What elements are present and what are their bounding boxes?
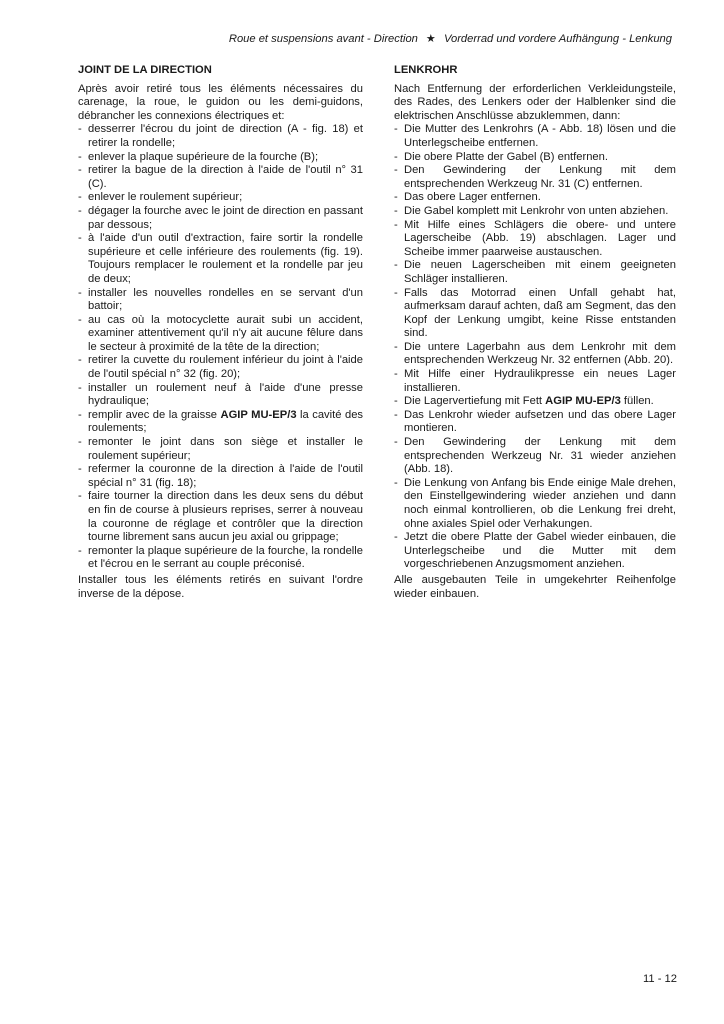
step-item: - Die obere Platte der Gabel (B) entfernen. [394,151,676,165]
header-title-fr: Roue et suspensions avant - Direction [228,33,418,45]
step-item-grease [394,395,676,409]
step-item: - Mit Hilfe eines Schlägers die obere- und untere Lagerscheibe (Abb. 19) abschlagen. Lager und Scheibe immer paarweise austauschen. [394,219,676,260]
step-item: - remonter la plaque supérieure de la fourche, la rondelle et l'écrou en le serrant au couple préconisé. [78,545,363,572]
step-item-grease [78,409,363,436]
step-item: - Den Gewindering der Lenkung mit dem entsprechenden Werkzeug Nr. 31 wieder anziehen (Abb. 18). [394,436,676,477]
header-separator-star: ★ [425,33,436,45]
step-item: - dégager la fourche avec le joint de direction en passant par dessous; [78,205,363,232]
closing-paragraph-fr: Installer tous les éléments retirés en suivant l'ordre inverse de la dépose. [78,573,363,600]
step-item: - Die untere Lagerbahn aus dem Lenkrohr mit dem entsprechenden Werkzeug Nr. 32 entfernen (Abb. 20). [394,341,676,368]
step-item: - Jetzt die obere Platte der Gabel wieder einbauen, die Unterlegscheibe und die Mutter mit dem vorgeschriebenen Anzugsmoment anziehen. [394,531,676,572]
steps-list-de [394,123,676,572]
column-german [394,64,676,601]
step-item: - retirer la cuvette du roulement inférieur du joint à l'aide de l'outil spécial n° 32 (fig. 20); [78,354,363,381]
steps-list-fr [78,123,363,572]
section-heading-fr: JOINT DE LA DIRECTION [78,64,212,76]
step-item: - enlever le roulement supérieur; [78,191,363,205]
header-title-de: Vorderrad und vordere Aufhängung - Lenkung [443,33,672,45]
closing-paragraph-de: Alle ausgebauten Teile in umgekehrter Reihenfolge wieder einbauen. [394,573,676,600]
step-item: - Das Lenkrohr wieder aufsetzen und das obere Lager montieren. [394,409,676,436]
step-item: - installer un roulement neuf à l'aide d'une presse hydraulique; [78,382,363,409]
step-item: - à l'aide d'un outil d'extraction, faire sortir la rondelle supérieure et celle inférieure des roulements (fig. 19). Toujours remplacer le roulement et la rondelle par jeu de deux; [78,232,363,286]
grease-text-after: la cavité des roulements; [88,408,364,435]
step-item: - Den Gewindering der Lenkung mit dem entsprechenden Werkzeug Nr. 31 (C) entfernen. [394,164,676,191]
step-item: - refermer la couronne de la direction à l'aide de l'outil spécial n° 31 (fig. 18); [78,463,363,490]
step-item: - Die Gabel komplett mit Lenkrohr von unten abziehen. [394,205,676,219]
step-item: - Falls das Motorrad einen Unfall gehabt hat, aufmerksam darauf achten, daß am Segment, das den Kopf der Lenkung umgibt, keine Risse entstanden sind. [394,287,676,341]
grease-product-name: AGIP MU-EP/3 [220,408,297,421]
column-french [78,64,363,601]
step-item: - Das obere Lager entfernen. [394,191,676,205]
step-item: - Mit Hilfe einer Hydraulikpresse ein neues Lager installieren. [394,368,676,395]
step-item: - Die Lenkung von Anfang bis Ende einige Male drehen, den Einstellgewindering wieder anziehen und dann noch einmal kontrollieren, ob die Lenkung frei dreht, ohne axiales Spiel oder Verhakungen. [394,477,676,531]
section-heading-de: LENKROHR [394,64,458,76]
step-item: - enlever la plaque supérieure de la fourche (B); [78,151,363,165]
running-header [0,32,672,45]
intro-paragraph-fr: Après avoir retiré tous les éléments nécessaires du carenage, la roue, le guidon ou les demi-guidons, débrancher les connexions électriques et: [78,82,363,122]
step-item: - installer les nouvelles rondelles en se servant d'un battoir; [78,287,363,314]
step-item: - Die Mutter des Lenkrohrs (A - Abb. 18) lösen und die Unterlegscheibe entfernen. [394,123,676,150]
intro-paragraph-de: Nach Entfernung der erforderlichen Verkleidungsteile, des Rades, des Lenkers oder der Halblenker sind die elektrischen Anschlüsse abzuklemmen, dann: [394,82,676,122]
step-item: - desserrer l'écrou du joint de direction (A - fig. 18) et retirer la rondelle; [78,123,363,150]
grease-text-after: füllen. [620,395,654,408]
grease-product-name: AGIP MU-EP/3 [545,395,621,408]
page-number: 11 - 12 [643,973,677,985]
step-item: - au cas où la motocyclette aurait subi un accident, examiner attentivement qu'il n'y ait aucune fêlure dans le secteur à proximité de la tête de la direction; [78,314,363,355]
grease-text-before: remplir avec de la graisse [88,408,221,421]
grease-text-before: Die Lagervertiefung mit Fett [404,395,546,408]
step-item: - retirer la bague de la direction à l'aide de l'outil n° 31 (C). [78,164,363,191]
step-item: - remonter le joint dans son siège et installer le roulement supérieur; [78,436,363,463]
step-item: - faire tourner la direction dans les deux sens du début en fin de course à plusieurs reprises, serrer à nouveau la couronne de réglage et contrôler que la direction tourne librement sans aucun jeu axial ou grippage; [78,490,363,544]
step-item: - Die neuen Lagerscheiben mit einem geeigneten Schläger installieren. [394,259,676,286]
